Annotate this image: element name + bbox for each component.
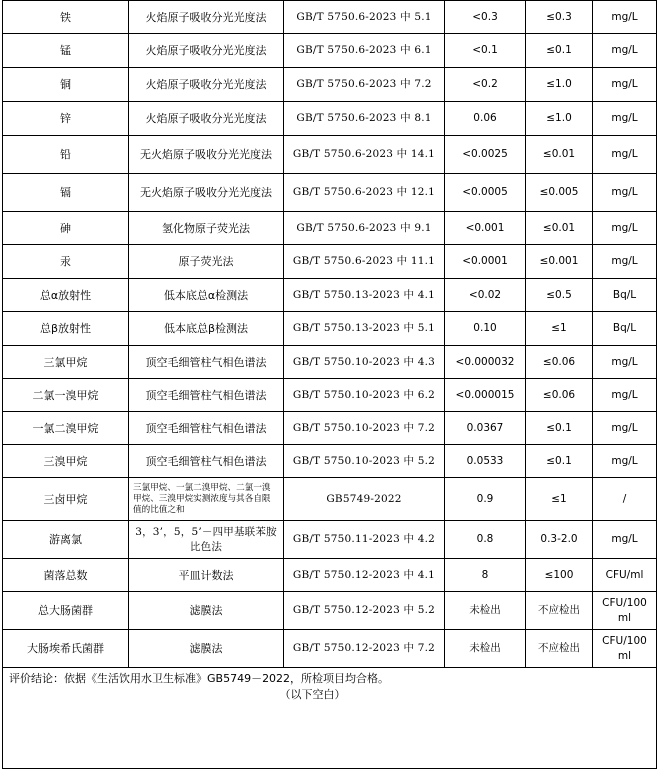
unit: mg/L <box>593 445 657 478</box>
test-result: <0.2 <box>445 68 526 102</box>
item-name: 总大肠菌群 <box>3 592 129 630</box>
standard-code: GB5749-2022 <box>284 478 445 521</box>
test-method: 滤膜法 <box>129 592 284 630</box>
item-name: 三氯甲烷 <box>3 346 129 379</box>
item-name: 三溴甲烷 <box>3 445 129 478</box>
table-row <box>3 279 657 312</box>
unit: mg/L <box>593 174 657 212</box>
table-row <box>3 412 657 445</box>
conclusion-text: 评价结论：依据《生活饮用水卫生标准》GB5749－2022，所检项目均合格。 <box>9 672 390 685</box>
standard-code: GB/T 5750.10-2023 中 5.2 <box>284 445 445 478</box>
table-row <box>3 379 657 412</box>
standard-code: GB/T 5750.6-2023 中 9.1 <box>284 212 445 245</box>
item-name: 大肠埃希氏菌群 <box>3 630 129 668</box>
test-result: 0.0533 <box>445 445 526 478</box>
test-method: 顶空毛细管柱气相色谱法 <box>129 445 284 478</box>
limit-value: ≤0.01 <box>526 136 593 174</box>
test-result: 未检出 <box>445 630 526 668</box>
test-result: <0.000032 <box>445 346 526 379</box>
limit-value: ≤0.005 <box>526 174 593 212</box>
table-row <box>3 521 657 559</box>
table-row <box>3 212 657 245</box>
limit-value: ≤0.001 <box>526 245 593 279</box>
item-name: 铁 <box>3 1 129 34</box>
limit-value: ≤0.1 <box>526 445 593 478</box>
test-method: 无火焰原子吸收分光光度法 <box>129 136 284 174</box>
item-name: 总β放射性 <box>3 312 129 346</box>
table-row <box>3 102 657 136</box>
limit-value: ≤100 <box>526 559 593 592</box>
test-result: 未检出 <box>445 592 526 630</box>
limit-value: ≤0.5 <box>526 279 593 312</box>
item-name: 总α放射性 <box>3 279 129 312</box>
test-results-table <box>2 0 657 769</box>
test-method: 原子荧光法 <box>129 245 284 279</box>
standard-code: GB/T 5750.10-2023 中 4.3 <box>284 346 445 379</box>
unit: mg/L <box>593 346 657 379</box>
test-result: <0.3 <box>445 1 526 34</box>
test-result: <0.1 <box>445 34 526 68</box>
item-name: 三卤甲烷 <box>3 478 129 521</box>
table-row <box>3 445 657 478</box>
unit: / <box>593 478 657 521</box>
test-method: 滤膜法 <box>129 630 284 668</box>
table-row <box>3 1 657 34</box>
item-name: 铜 <box>3 68 129 102</box>
standard-code: GB/T 5750.10-2023 中 6.2 <box>284 379 445 412</box>
test-result: <0.001 <box>445 212 526 245</box>
table-row <box>3 559 657 592</box>
test-method: 火焰原子吸收分光光度法 <box>129 68 284 102</box>
standard-code: GB/T 5750.6-2023 中 6.1 <box>284 34 445 68</box>
test-method: 顶空毛细管柱气相色谱法 <box>129 412 284 445</box>
table-row <box>3 630 657 668</box>
test-method: 氢化物原子荧光法 <box>129 212 284 245</box>
unit: mg/L <box>593 521 657 559</box>
test-result: <0.0025 <box>445 136 526 174</box>
standard-code: GB/T 5750.6-2023 中 7.2 <box>284 68 445 102</box>
test-result: 0.10 <box>445 312 526 346</box>
limit-value: ≤0.1 <box>526 412 593 445</box>
test-result: <0.000015 <box>445 379 526 412</box>
limit-value: ≤0.1 <box>526 34 593 68</box>
test-result: 0.0367 <box>445 412 526 445</box>
test-result: <0.0001 <box>445 245 526 279</box>
table-row <box>3 346 657 379</box>
standard-code: GB/T 5750.6-2023 中 5.1 <box>284 1 445 34</box>
test-method: 顶空毛细管柱气相色谱法 <box>129 346 284 379</box>
limit-value: 不应检出 <box>526 630 593 668</box>
test-method: 无火焰原子吸收分光光度法 <box>129 174 284 212</box>
end-blank-note: （以下空白） <box>279 688 346 701</box>
unit: CFU/ml <box>593 559 657 592</box>
unit: mg/L <box>593 136 657 174</box>
test-result: 0.06 <box>445 102 526 136</box>
unit: Bq/L <box>593 279 657 312</box>
item-name: 菌落总数 <box>3 559 129 592</box>
table-row <box>3 68 657 102</box>
item-name: 二氯一溴甲烷 <box>3 379 129 412</box>
item-name: 汞 <box>3 245 129 279</box>
limit-value: ≤0.06 <box>526 346 593 379</box>
conclusion-cell <box>3 668 657 769</box>
item-name: 一氯二溴甲烷 <box>3 412 129 445</box>
test-result: 0.8 <box>445 521 526 559</box>
item-name: 铅 <box>3 136 129 174</box>
standard-code: GB/T 5750.6-2023 中 8.1 <box>284 102 445 136</box>
standard-code: GB/T 5750.11-2023 中 4.2 <box>284 521 445 559</box>
test-method: 低本底总β检测法 <box>129 312 284 346</box>
unit: CFU/100 ml <box>593 592 657 630</box>
unit: mg/L <box>593 212 657 245</box>
table-row <box>3 245 657 279</box>
test-method: 火焰原子吸收分光光度法 <box>129 34 284 68</box>
test-method: 顶空毛细管柱气相色谱法 <box>129 379 284 412</box>
table-row <box>3 174 657 212</box>
limit-value: ≤0.3 <box>526 1 593 34</box>
standard-code: GB/T 5750.6-2023 中 12.1 <box>284 174 445 212</box>
table-row <box>3 592 657 630</box>
unit: mg/L <box>593 245 657 279</box>
item-name: 游离氯 <box>3 521 129 559</box>
standard-code: GB/T 5750.12-2023 中 4.1 <box>284 559 445 592</box>
unit: mg/L <box>593 379 657 412</box>
unit: CFU/100 ml <box>593 630 657 668</box>
item-name: 锰 <box>3 34 129 68</box>
unit: mg/L <box>593 34 657 68</box>
standard-code: GB/T 5750.13-2023 中 4.1 <box>284 279 445 312</box>
unit: mg/L <box>593 102 657 136</box>
table-row <box>3 312 657 346</box>
test-result: <0.0005 <box>445 174 526 212</box>
item-name: 砷 <box>3 212 129 245</box>
table-row <box>3 478 657 521</box>
unit: Bq/L <box>593 312 657 346</box>
standard-code: GB/T 5750.6-2023 中 14.1 <box>284 136 445 174</box>
test-method: 火焰原子吸收分光光度法 <box>129 102 284 136</box>
limit-value: 不应检出 <box>526 592 593 630</box>
standard-code: GB/T 5750.6-2023 中 11.1 <box>284 245 445 279</box>
limit-value: ≤1 <box>526 478 593 521</box>
test-method: 平皿计数法 <box>129 559 284 592</box>
limit-value: ≤1.0 <box>526 102 593 136</box>
standard-code: GB/T 5750.12-2023 中 7.2 <box>284 630 445 668</box>
test-method: 火焰原子吸收分光光度法 <box>129 1 284 34</box>
standard-code: GB/T 5750.13-2023 中 5.1 <box>284 312 445 346</box>
test-result: 8 <box>445 559 526 592</box>
standard-code: GB/T 5750.10-2023 中 7.2 <box>284 412 445 445</box>
limit-value: 0.3-2.0 <box>526 521 593 559</box>
test-method: 3，3’，5，5’－四甲基联苯胺比色法 <box>129 521 284 559</box>
unit: mg/L <box>593 1 657 34</box>
item-name: 镉 <box>3 174 129 212</box>
test-method: 三氯甲烷、一氯二溴甲烷、二氯一溴甲烷、三溴甲烷实测浓度与其各自限值的比值之和 <box>129 478 284 521</box>
limit-value: ≤1 <box>526 312 593 346</box>
unit: mg/L <box>593 412 657 445</box>
table-row <box>3 34 657 68</box>
limit-value: ≤0.06 <box>526 379 593 412</box>
item-name: 锌 <box>3 102 129 136</box>
unit: mg/L <box>593 68 657 102</box>
limit-value: ≤1.0 <box>526 68 593 102</box>
conclusion-row <box>3 668 657 769</box>
test-result: 0.9 <box>445 478 526 521</box>
table-row <box>3 136 657 174</box>
limit-value: ≤0.01 <box>526 212 593 245</box>
standard-code: GB/T 5750.12-2023 中 5.2 <box>284 592 445 630</box>
test-method: 低本底总α检测法 <box>129 279 284 312</box>
test-result: <0.02 <box>445 279 526 312</box>
